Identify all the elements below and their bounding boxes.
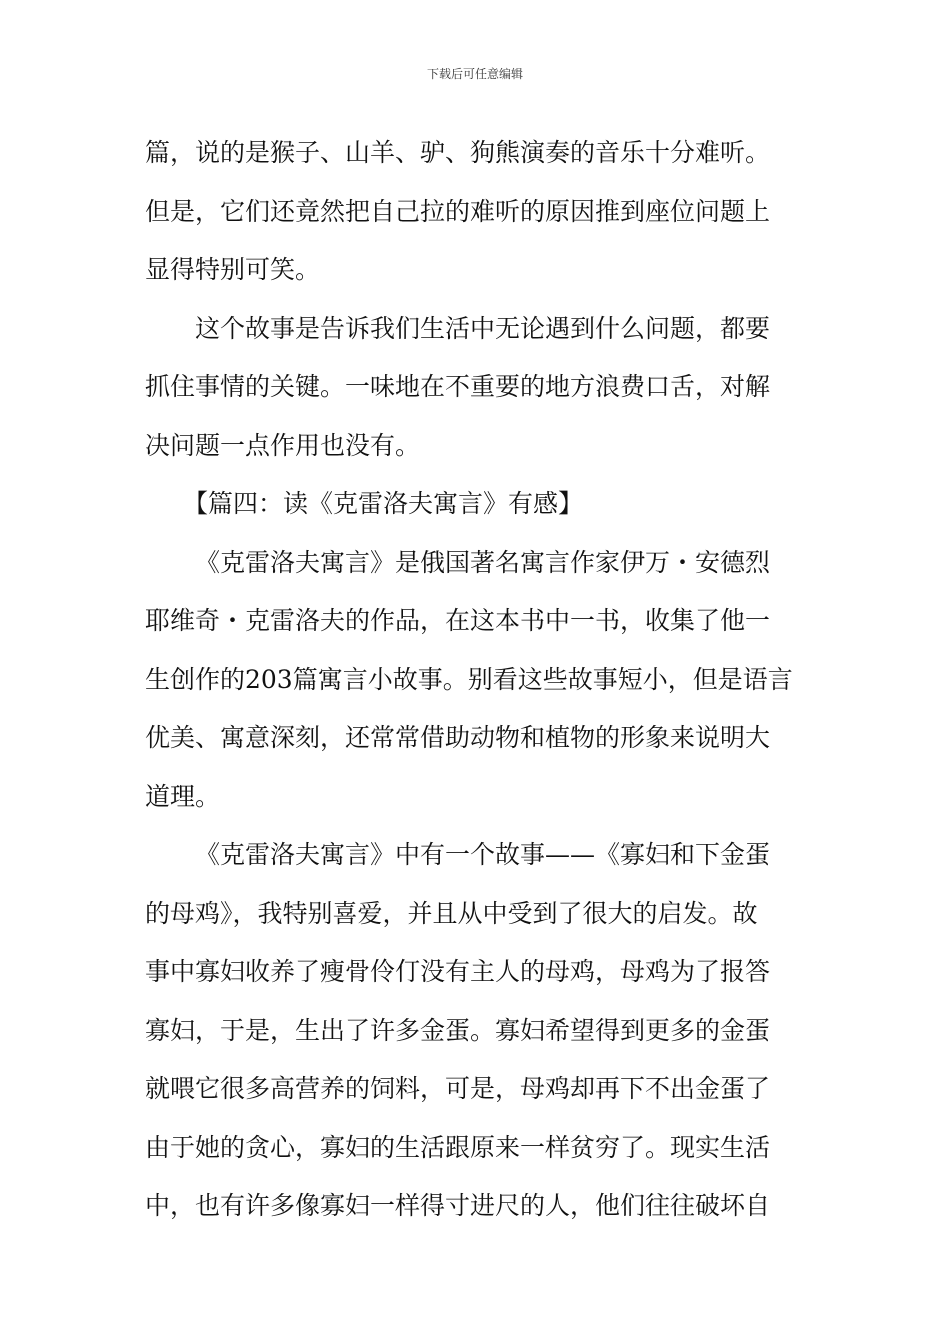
text-line: 《克雷洛夫寓言》是俄国著名寓言作家伊万・安德烈: [195, 547, 771, 577]
text-line: 优美、寓意深刻，还常常借助动物和植物的形象来说明大: [145, 723, 771, 752]
page-header: 下载后可任意编辑: [426, 67, 523, 81]
text-line: 由于她的贪心，寡妇的生活跟原来一样贫穷了。现实生活: [145, 1132, 771, 1162]
text-line: 但是，它们还竟然把自己拉的难听的原因推到座位问题上: [145, 196, 771, 226]
section-heading: 【篇四：读《克雷洛夫寓言》有感】: [183, 489, 584, 518]
text-line: 决问题一点作用也没有。: [145, 430, 421, 460]
text-line: 显得特别可笑。: [145, 255, 321, 284]
text-line: 寡妇，于是，生出了许多金蛋。寡妇希望得到更多的金蛋: [145, 1015, 771, 1045]
text-line: 生创作的203篇寓言小故事。别看这些故事短小，但是语言: [145, 664, 793, 694]
text-line: 篇，说的是猴子、山羊、驴、狗熊演奏的音乐十分难听。: [145, 138, 771, 167]
text-line: 事中寡妇收养了瘦骨伶仃没有主人的母鸡，母鸡为了报答: [145, 957, 771, 986]
document-body: [145, 124, 807, 1236]
text-line: 中，也有许多像寡妇一样得寸进尺的人，他们往往破坏自: [145, 1191, 771, 1220]
text-line: 《克雷洛夫寓言》中有一个故事——《寡妇和下金蛋: [195, 840, 771, 869]
text-line: 耶维奇・克雷洛夫的作品，在这本书中一书，收集了他一: [145, 606, 771, 635]
text-line: 就喂它很多高营养的饲料，可是，母鸡却再下不出金蛋了: [145, 1074, 771, 1103]
text-line: 的母鸡》，我特别喜爱，并且从中受到了很大的启发。故: [145, 898, 758, 928]
text-line: 道理。: [145, 781, 221, 811]
text-line: 这个故事是告诉我们生活中无论遇到什么问题，都要: [195, 313, 771, 343]
text-line: 抓住事情的关键。一味地在不重要的地方浪费口舌，对解: [145, 372, 771, 401]
